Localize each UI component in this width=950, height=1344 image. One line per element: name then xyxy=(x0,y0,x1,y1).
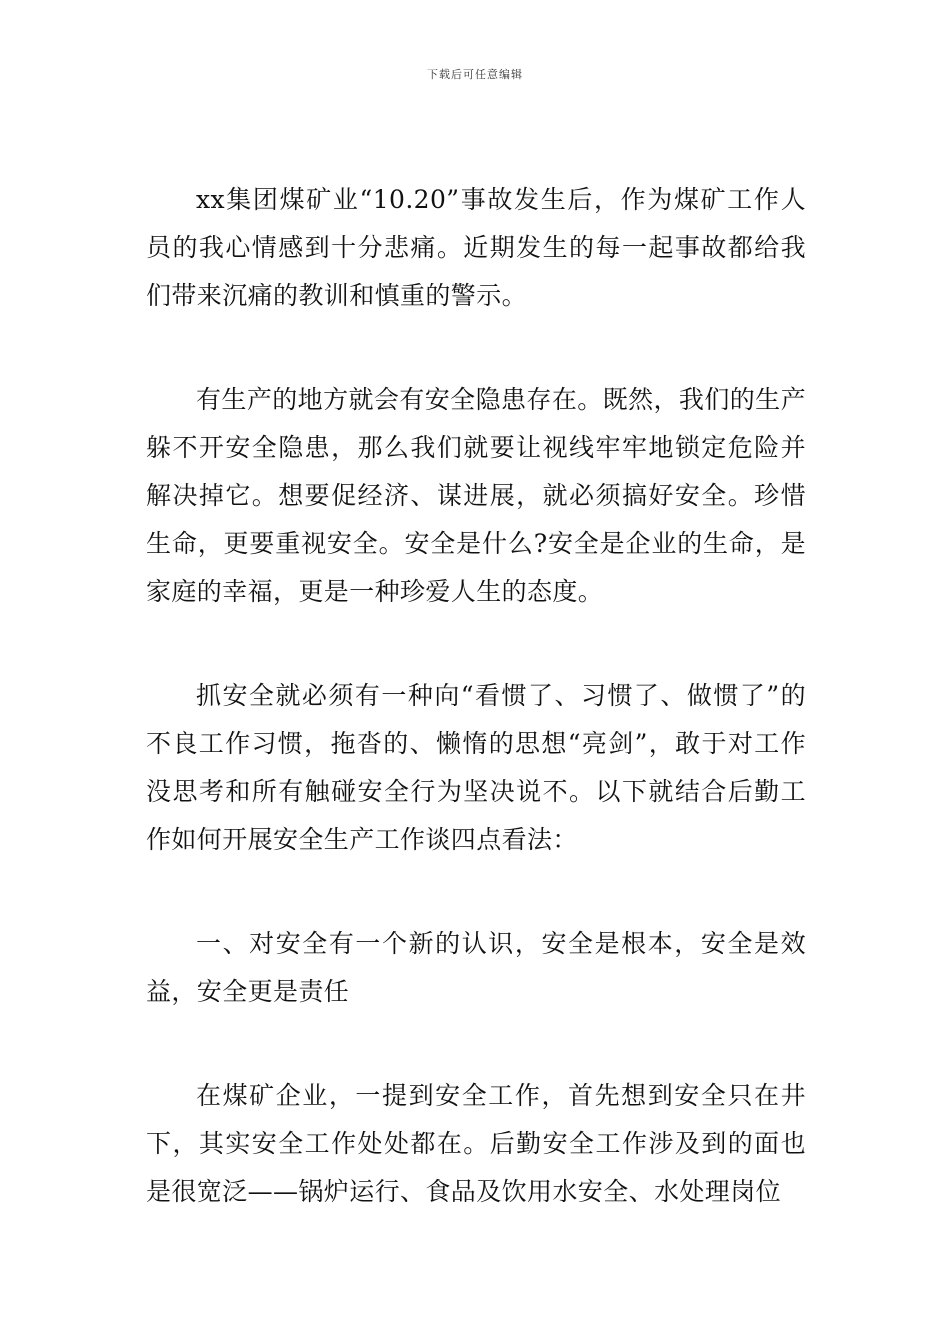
paragraph-safety-hazards: 有生产的地方就会有安全隐患存在。既然，我们的生产躲不开安全隐患，那么我们就要让视线牢牢地锁定危险并解决掉它。想要促经济、谋进展，就必须搞好安全。珍惜生命，更要重视安全。安全是什么?安全是企业的生命，是家庭的幸福，更是一种珍爱人生的态度。 xyxy=(146,385,806,606)
section-heading-one: 一、对安全有一个新的认识，安全是根本，安全是效益，安全更是责任 xyxy=(146,929,806,1006)
paragraph-bad-habits: 抓安全就必须有一种向“看惯了、习惯了、做惯了”的不良工作习惯，拖沓的、懒惰的思想“亮剑”，敢于对工作没思考和所有触碰安全行为坚决说不。以下就结合后勤工作如何开展安全生产工作谈四点看法： xyxy=(146,681,806,854)
paragraph-accident-intro: xx集团煤矿业“10.20”事故发生后，作为煤矿工作人员的我心情感到十分悲痛。近期发生的每一起事故都给我们带来沉痛的教训和慎重的警示。 xyxy=(146,185,806,310)
document-body xyxy=(146,176,806,1216)
header-note: 下载后可任意编辑 xyxy=(427,68,523,81)
paragraph-coal-enterprise: 在煤矿企业，一提到安全工作，首先想到安全只在井下，其实安全工作处处都在。后勤安全工作涉及到的面也是很宽泛——锅炉运行、食品及饮用水安全、水处理岗位 xyxy=(146,1081,806,1206)
